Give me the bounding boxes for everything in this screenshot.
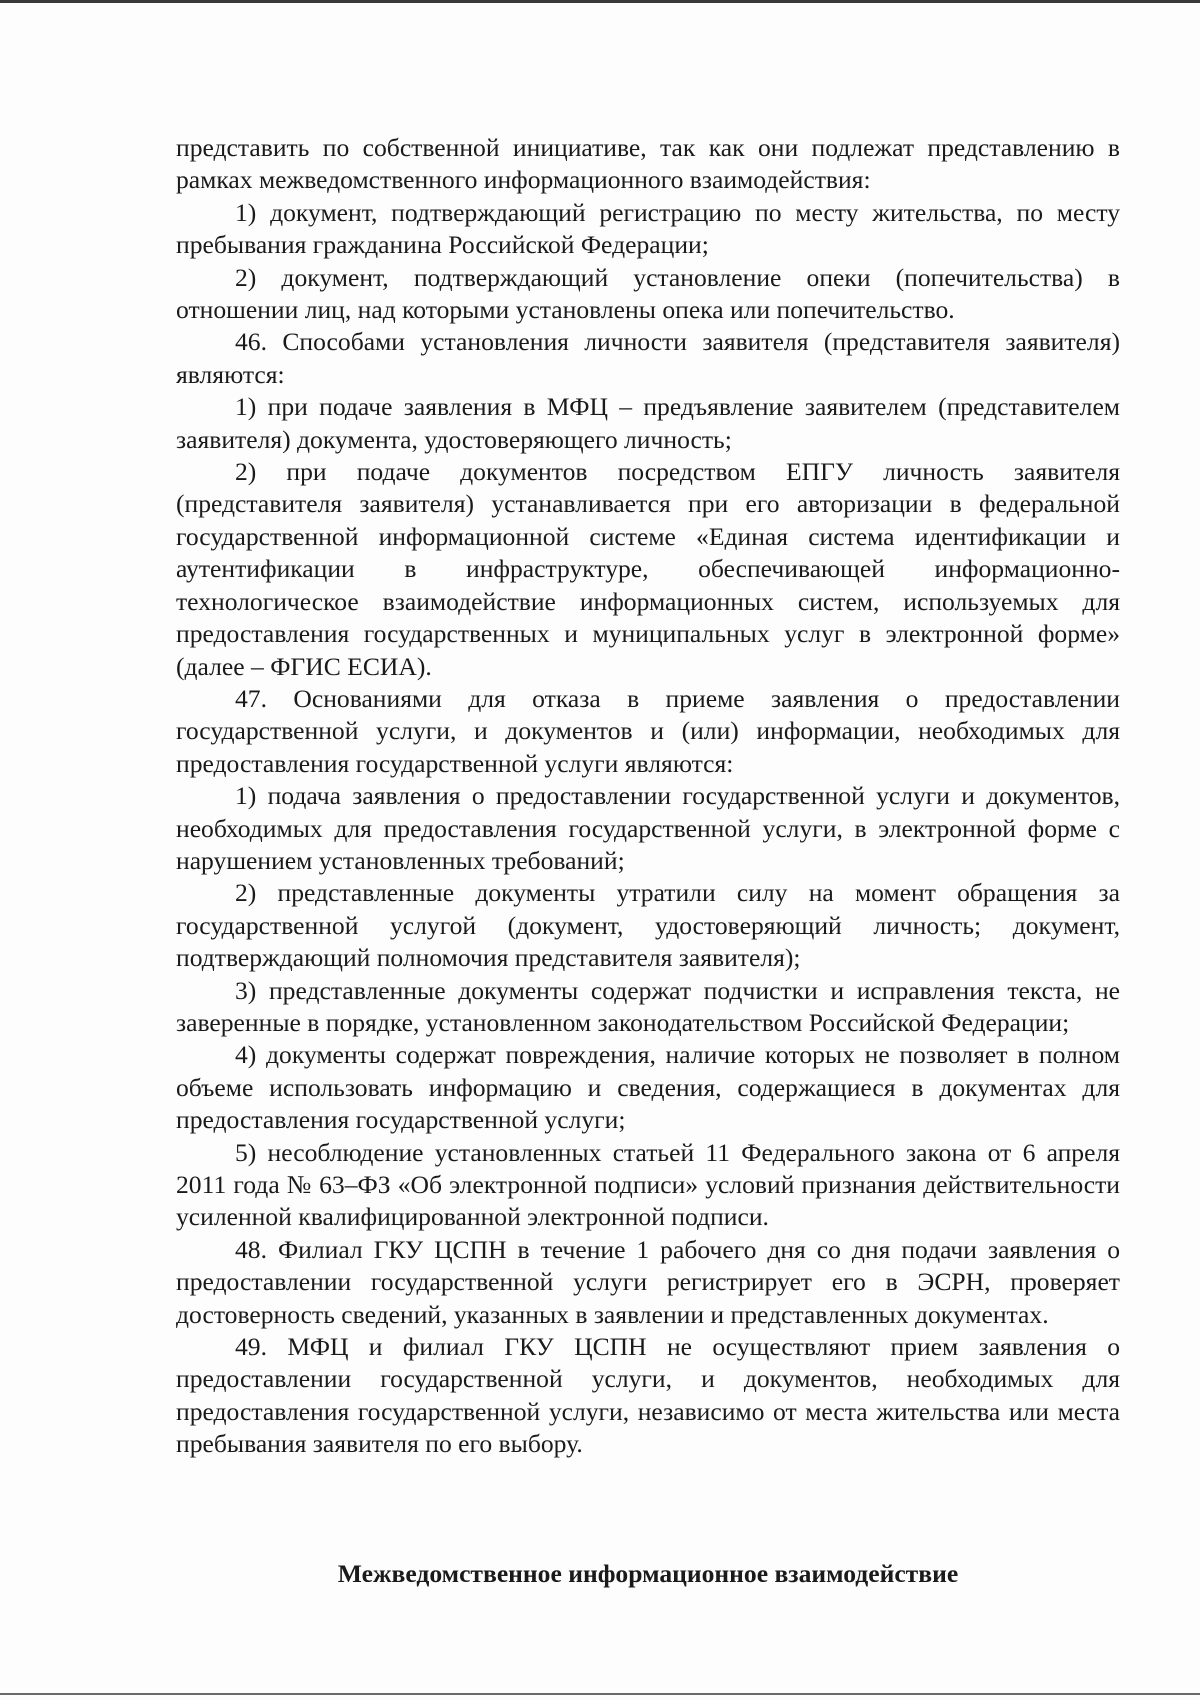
top-edge-line: [0, 0, 1200, 3]
paragraph-item-2: 2) документ, подтверждающий установление опеки (попечительства) в отношении лиц, над которыми установлены опека или попечительство.: [176, 262, 1120, 325]
paragraph-item-1: 1) документ, подтверждающий регистрацию по месту жительства, по месту пребывания гражданина Российской Федерации;: [176, 197, 1120, 260]
paragraph-47-item-2: 2) представленные документы утратили силу на момент обращения за государственной услугой (документ, удостоверяющий личность; документ, подтверждающий полномочия представителя заявителя);: [176, 878, 1120, 973]
paragraph-46: 46. Способами установления личности заявителя (представителя заявителя) являются:: [176, 327, 1120, 389]
bottom-edge-line: [0, 1693, 1200, 1695]
paragraph-47-item-1: 1) подача заявления о предоставлении государственной услуги и документов, необходимых для предоставления государственной услуги, в электронной форме с нарушением установленных требований;: [176, 781, 1120, 875]
paragraph-48: 48. Филиал ГКУ ЦСПН в течение 1 рабочего дня со дня подачи заявления о предоставлении государственной услуги регистрирует его в ЭСРН, проверяет достоверность сведений, указанных в заявлении и представленных документах.: [176, 1234, 1120, 1329]
paragraph-46-item-2: 2) при подаче документов посредством ЕПГУ личность заявителя (представителя заявителя) устанавливается при его авторизации в федеральной государственной информационной системе «Единая система идентификации и аутентификации в инфраструктуре, обеспечивающей информационно-технологическое взаимодействие информационных систем, используемых для предоставления государственных и муниципальных услуг в электронной форме» (далее – ФГИС ЕСИА).: [176, 457, 1120, 681]
section-heading: Межведомственное информационное взаимодействие: [337, 1559, 959, 1588]
paragraph-47-item-5: 5) несоблюдение установленных статьей 11 Федерального закона от 6 апреля 2011 года № 63–ФЗ «Об электронной подписи» условий признания действительности усиленной квалифицированной электронной подписи.: [176, 1137, 1120, 1232]
paragraph-47: 47. Основаниями для отказа в приеме заявления о предоставлении государственной услуги, и документов и (или) информации, необходимых для предоставления государственной услуги являются:: [176, 683, 1120, 778]
paragraph-47-item-4: 4) документы содержат повреждения, наличие которых не позволяет в полном объеме использовать информацию и сведения, содержащиеся в документах для предоставления государственной услуги;: [176, 1040, 1120, 1135]
paragraph-46-item-1: 1) при подаче заявления в МФЦ – предъявление заявителем (представителем заявителя) документа, удостоверяющего личность;: [176, 392, 1120, 454]
paragraph-continuation: представить по собственной инициативе, так как они подлежат представлению в рамках межведомственного информационного взаимодействия:: [176, 133, 1120, 195]
paragraph-49: 49. МФЦ и филиал ГКУ ЦСПН не осуществляют прием заявления о предоставлении государственной услуги, и документов, необходимых для предоставления государственной услуги, независимо от места жительства или места пребывания заявителя по его выбору.: [176, 1332, 1120, 1459]
paragraph-47-item-3: 3) представленные документы содержат подчистки и исправления текста, не заверенные в порядке, установленном законодательством Российской Федерации;: [176, 975, 1120, 1037]
document-body: [176, 132, 1120, 1461]
